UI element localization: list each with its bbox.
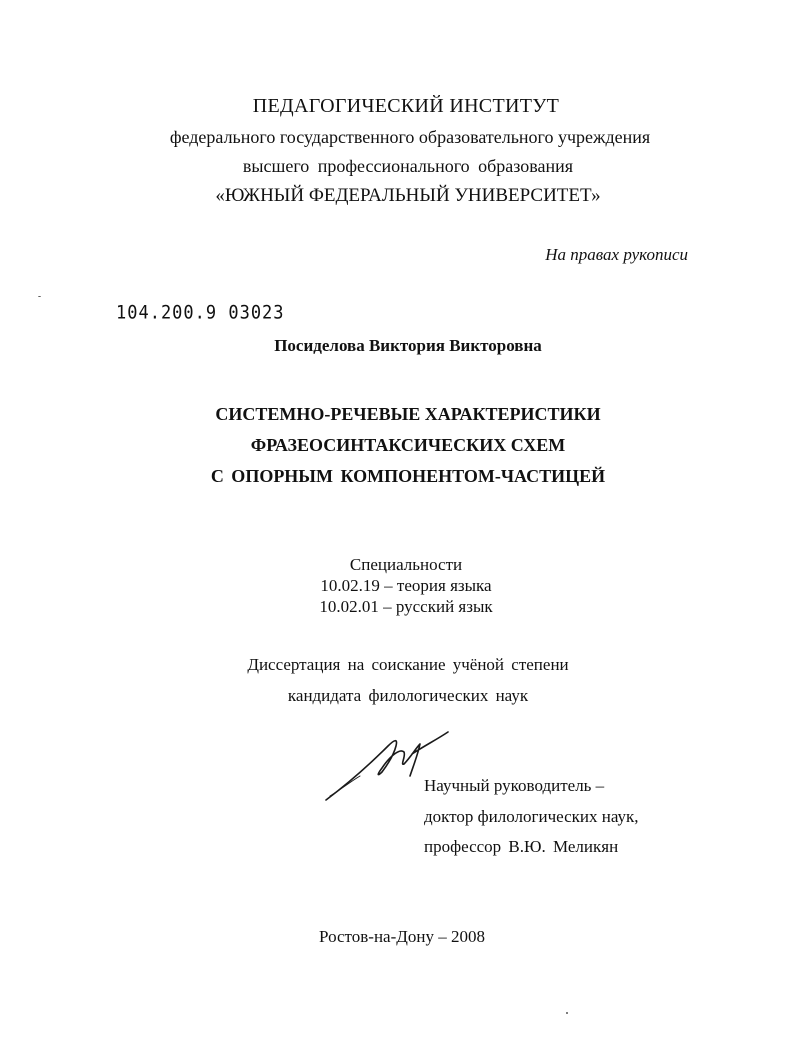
institution-name: ПЕДАГОГИЧЕСКИЙ ИНСТИТУТ bbox=[252, 95, 560, 117]
institution-line-2: высшего профессионального образования bbox=[242, 156, 574, 176]
degree-line-1: Диссертация на соискание учёной степени bbox=[247, 655, 569, 674]
rights-note: На правах рукописи bbox=[545, 245, 688, 264]
supervisor-name: профессор В.Ю. Меликян bbox=[424, 837, 619, 856]
supervisor-degree: доктор филологических наук, bbox=[424, 807, 639, 826]
institution-line-1: федерального государственного образовательного учреждения bbox=[169, 127, 651, 147]
dissertation-title-line-3: С ОПОРНЫМ КОМПОНЕНТОМ-ЧАСТИЦЕЙ bbox=[210, 466, 606, 486]
institution-line-3: «ЮЖНЫЙ ФЕДЕРАЛЬНЫЙ УНИВЕРСИТЕТ» bbox=[215, 185, 601, 206]
specialty-item: 10.02.01 – русский язык bbox=[319, 597, 493, 616]
author-name: Посиделова Виктория Викторовна bbox=[274, 336, 542, 355]
supervisor-role: Научный руководитель – bbox=[424, 776, 605, 795]
catalog-number: 104.200.9 03023 bbox=[116, 302, 285, 324]
degree-line-2: кандидата филологических наук bbox=[287, 686, 529, 705]
scan-speck bbox=[566, 1012, 568, 1014]
dissertation-title-line-1: СИСТЕМНО-РЕЧЕВЫЕ ХАРАКТЕРИСТИКИ bbox=[215, 404, 601, 424]
specialties-label: Специальности bbox=[349, 555, 463, 574]
specialty-item: 10.02.19 – теория языка bbox=[320, 576, 492, 595]
city-year: Ростов-на-Дону – 2008 bbox=[319, 927, 485, 946]
scan-speck bbox=[38, 296, 41, 297]
dissertation-title-line-2: ФРАЗЕОСИНТАКСИЧЕСКИХ СХЕМ bbox=[250, 435, 566, 455]
